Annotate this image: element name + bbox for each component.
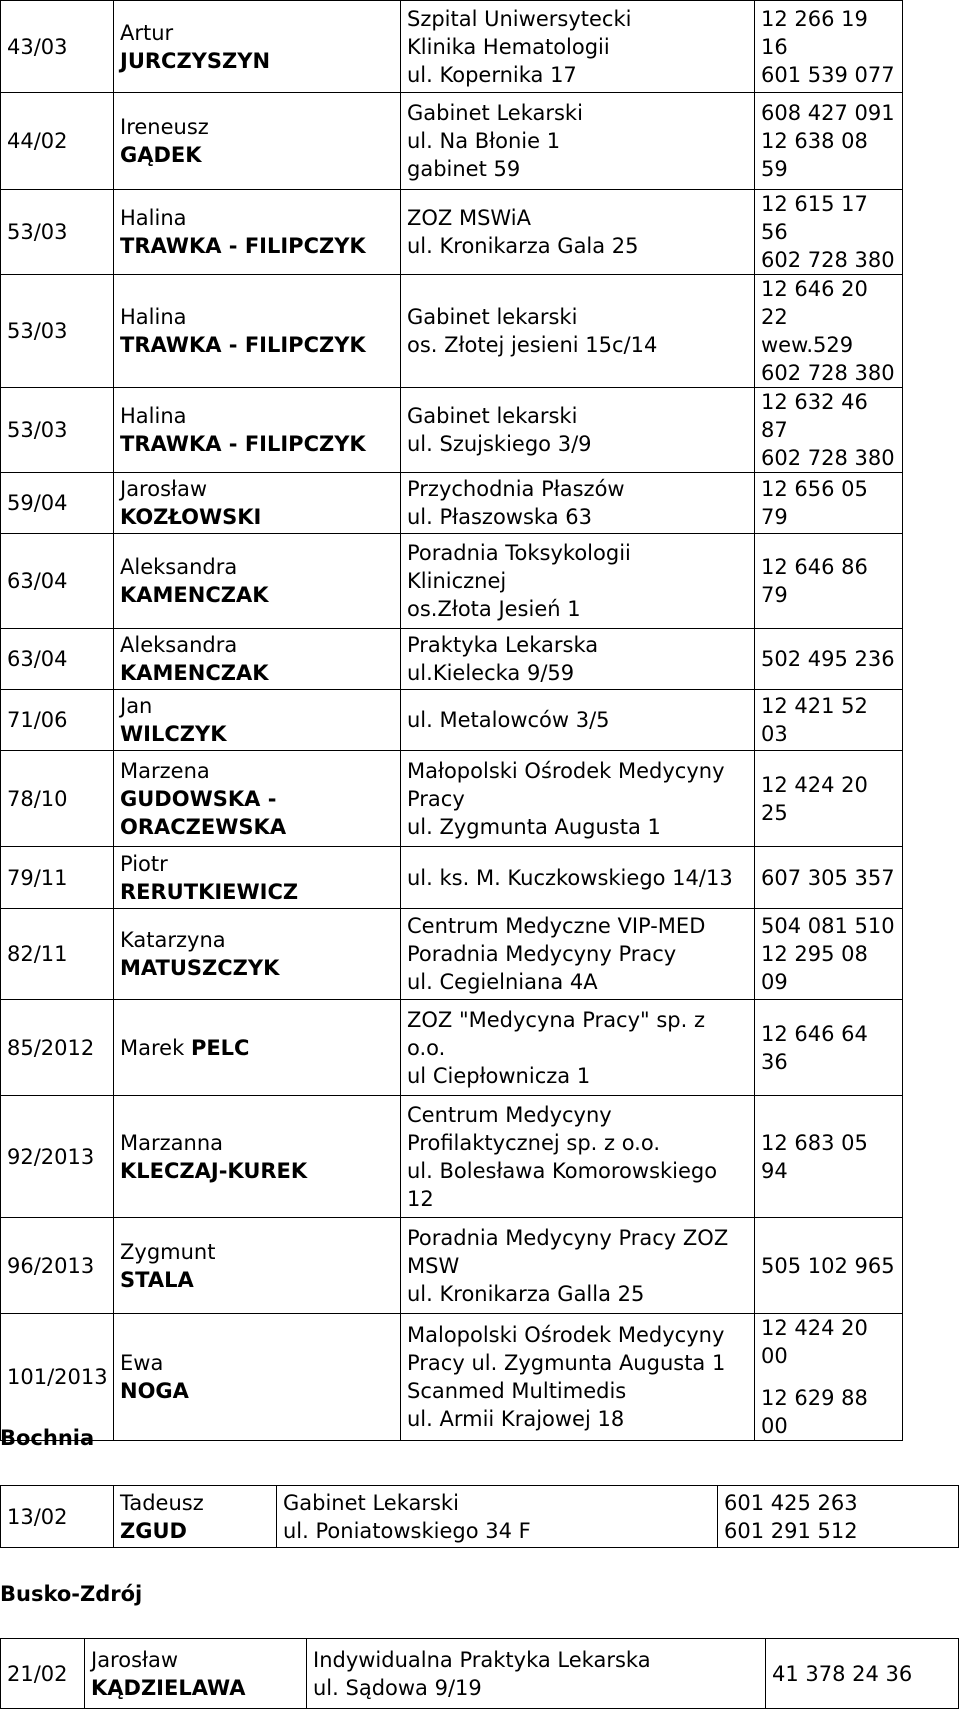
place-address — [401, 275, 755, 388]
address-line: ul.Kielecka 9/59 — [407, 661, 575, 685]
doctor-first-name: Piotr — [120, 851, 168, 876]
doctor-first-name: Artur — [120, 20, 174, 45]
phone-line: 505 102 965 — [761, 1253, 895, 1278]
table-row — [1, 1000, 903, 1096]
place-address — [277, 1486, 718, 1548]
address-line: Praktyka Lekarska — [407, 633, 599, 657]
phone-numbers — [755, 1314, 903, 1441]
address-line: Gabinet Lekarski — [407, 101, 583, 125]
phone-line: 12 646 64 36 — [761, 1021, 868, 1074]
registry-number: 13/02 — [1, 1486, 114, 1548]
phone-line: 602 728 380 — [761, 361, 895, 385]
doctor-first-name: Marzanna — [120, 1130, 224, 1155]
doctor-name — [114, 93, 401, 190]
doctor-first-name: Halina — [120, 305, 187, 329]
phone-line: 12 424 20 00 — [761, 1316, 868, 1368]
doctor-last-name: KLECZAJ-KUREK — [120, 1158, 308, 1183]
phone-line: 602 728 380 — [761, 248, 895, 272]
place-address — [401, 190, 755, 275]
busko-zdroj-table — [0, 1638, 959, 1709]
doctor-last-name: GUDOWSKA - ORACZEWSKA — [120, 786, 287, 839]
address-line: ul. Armii Krajowej 18 — [407, 1407, 625, 1431]
doctor-name — [114, 190, 401, 275]
phone-line — [761, 1370, 896, 1384]
doctor-last-name: KĄDZIELAWA — [91, 1675, 246, 1700]
registry-number: 44/02 — [1, 93, 114, 190]
phone-numbers — [755, 275, 903, 388]
address-line: Przychodnia Płaszów — [407, 477, 625, 501]
doctor-last-name: JURCZYSZYN — [120, 48, 271, 73]
table-row — [1, 847, 903, 909]
address-line: Gabinet lekarski — [407, 305, 578, 329]
doctor-first-name: Jarosław — [120, 477, 208, 501]
phone-line: 601 539 077 — [761, 62, 895, 87]
doctor-last-name: NOGA — [120, 1379, 189, 1403]
place-address — [401, 388, 755, 473]
phone-line: 608 427 091 — [761, 101, 895, 125]
doctor-first-name: Ireneusz — [120, 115, 209, 139]
phone-line: 607 305 357 — [761, 865, 895, 890]
address-line: ul. Kopernika 17 — [407, 62, 577, 87]
address-line: ul. Sądowa 9/19 — [313, 1675, 482, 1700]
phone-line: 602 728 380 — [761, 446, 895, 470]
table-row — [1, 388, 903, 473]
phone-line: 12 683 05 94 — [761, 1130, 868, 1183]
section-title-bochnia: Bochnia — [0, 1426, 95, 1450]
table-row — [1, 751, 903, 847]
phone-numbers — [755, 1000, 903, 1096]
doctor-first-name: Zygmunt — [120, 1239, 216, 1264]
table-row — [1, 1314, 903, 1441]
phone-numbers — [755, 190, 903, 275]
registry-number: 53/03 — [1, 388, 114, 473]
place-address — [401, 534, 755, 629]
doctor-first-name: Katarzyna — [120, 928, 226, 952]
doctor-name — [114, 1314, 401, 1441]
doctor-name — [114, 275, 401, 388]
phone-line: 601 291 512 — [724, 1518, 858, 1543]
table-row — [1, 534, 903, 629]
address-line: Poradnia Medycyny Pracy — [407, 942, 677, 966]
address-line: Pracy ul. Zygmunta Augusta 1 — [407, 1351, 726, 1375]
phone-numbers — [755, 1, 903, 93]
address-line: os. Złotej jesieni 15c/14 — [407, 333, 658, 357]
address-line: os.Złota Jesień 1 — [407, 597, 581, 621]
table-row — [1, 473, 903, 534]
phone-line: 12 295 08 09 — [761, 942, 868, 994]
phone-numbers — [755, 690, 903, 751]
table-row — [1, 690, 903, 751]
address-line: ul. Zygmunta Augusta 1 — [407, 814, 661, 839]
doctor-last-name: TRAWKA - FILIPCZYK — [120, 333, 366, 357]
phone-numbers — [755, 751, 903, 847]
address-line: ul. Kronikarza Gala 25 — [407, 234, 639, 258]
table-row — [1, 1096, 903, 1218]
table-row — [1, 275, 903, 388]
doctor-name — [114, 629, 401, 690]
address-line: Poradnia Toksykologii — [407, 541, 631, 565]
address-line: ul. Na Błonie 1 — [407, 129, 561, 153]
table-row — [1, 190, 903, 275]
place-address — [401, 909, 755, 1000]
place-address — [401, 629, 755, 690]
address-line: Centrum Medycyny — [407, 1102, 612, 1127]
doctor-last-name: RERUTKIEWICZ — [120, 879, 299, 904]
registry-number: 101/2013 — [1, 1314, 114, 1441]
doctor-first-name: Halina — [120, 404, 187, 428]
phone-numbers — [755, 1218, 903, 1314]
registry-number: 96/2013 — [1, 1218, 114, 1314]
registry-number: 59/04 — [1, 473, 114, 534]
address-line: Klinicznej — [407, 569, 507, 593]
registry-number: 53/03 — [1, 275, 114, 388]
address-line: Gabinet lekarski — [407, 404, 578, 428]
doctor-last-name: WILCZYK — [120, 722, 227, 746]
phone-line: 12 424 20 25 — [761, 772, 868, 825]
phone-numbers — [755, 93, 903, 190]
doctor-first-name: Marzena — [120, 758, 210, 783]
registry-number: 21/02 — [1, 1639, 85, 1709]
address-line: ul. Szujskiego 3/9 — [407, 432, 592, 456]
phone-line: 41 378 24 36 — [772, 1661, 913, 1686]
phone-numbers — [755, 534, 903, 629]
bochnia-table — [0, 1485, 959, 1548]
address-line: ul. Płaszowska 63 — [407, 505, 592, 529]
doctor-first-name: Halina — [120, 206, 187, 230]
phone-numbers — [755, 909, 903, 1000]
address-line: Pracy — [407, 786, 465, 811]
doctor-last-name: STALA — [120, 1267, 194, 1292]
registry-number: 82/11 — [1, 909, 114, 1000]
address-line: MSW — [407, 1253, 460, 1278]
phone-line: 601 425 263 — [724, 1490, 858, 1515]
place-address — [401, 1, 755, 93]
doctor-last-name: KOZŁOWSKI — [120, 505, 262, 529]
doctor-last-name: GĄDEK — [120, 143, 202, 167]
table-row — [1, 1218, 903, 1314]
doctor-name — [114, 1, 401, 93]
table-row — [1, 1639, 959, 1709]
doctor-last-name: TRAWKA - FILIPCZYK — [120, 234, 366, 258]
doctor-name — [114, 1000, 401, 1096]
place-address — [307, 1639, 766, 1709]
doctor-last-name: TRAWKA - FILIPCZYK — [120, 432, 366, 456]
doctor-last-name: ZGUD — [120, 1518, 187, 1543]
address-line: ul. Bolesława Komorowskiego — [407, 1158, 718, 1183]
place-address — [401, 1314, 755, 1441]
place-address — [401, 1218, 755, 1314]
address-line: Indywidualna Praktyka Lekarska — [313, 1647, 651, 1672]
address-line: Poradnia Medycyny Pracy ZOZ — [407, 1225, 729, 1250]
phone-line: 12 266 19 16 — [761, 6, 868, 59]
address-line: o.o. — [407, 1035, 446, 1060]
place-address — [401, 847, 755, 909]
doctor-name — [114, 847, 401, 909]
doctor-first-name: Tadeusz — [120, 1490, 204, 1515]
registry-number: 63/04 — [1, 629, 114, 690]
address-line: ul. Metalowców 3/5 — [407, 708, 610, 732]
address-line: ul. ks. M. Kuczkowskiego 14/13 — [407, 865, 733, 890]
address-line: ul. Kronikarza Galla 25 — [407, 1281, 645, 1306]
address-line: Scanmed Multimedis — [407, 1379, 627, 1403]
doctor-last-name: MATUSZCZYK — [120, 956, 280, 980]
place-address — [401, 1000, 755, 1096]
doctor-name — [114, 1096, 401, 1218]
address-line: Malopolski Ośrodek Medycyny — [407, 1323, 725, 1347]
place-address — [401, 751, 755, 847]
phone-line: 12 421 52 03 — [761, 694, 868, 746]
doctor-first-name: Marek — [120, 1035, 185, 1060]
address-line: Profilaktycznej sp. z o.o. — [407, 1130, 661, 1155]
address-line: ul. Cegielniana 4A — [407, 970, 598, 994]
phone-line: 504 081 510 — [761, 914, 895, 938]
doctor-last-name: KAMENCZAK — [120, 661, 269, 685]
table-row — [1, 629, 903, 690]
doctor-name — [114, 388, 401, 473]
address-line: ZOZ MSWiA — [407, 206, 531, 230]
registry-number: 43/03 — [1, 1, 114, 93]
table-row — [1, 93, 903, 190]
phone-line: 12 646 20 22 — [761, 277, 868, 329]
doctor-name — [114, 1218, 401, 1314]
table-row — [1, 1, 903, 93]
doctor-first-name: Jarosław — [91, 1647, 179, 1672]
address-line: Klinika Hematologii — [407, 34, 610, 59]
doctor-name — [114, 909, 401, 1000]
registry-number: 85/2012 — [1, 1000, 114, 1096]
address-line: 12 — [407, 1186, 434, 1211]
phone-numbers — [755, 1096, 903, 1218]
doctor-name — [114, 751, 401, 847]
phone-numbers — [718, 1486, 959, 1548]
address-line: ul Ciepłownicza 1 — [407, 1063, 591, 1088]
address-line: Gabinet Lekarski — [283, 1490, 459, 1515]
phone-line: 12 632 46 87 — [761, 390, 868, 442]
doctor-name — [114, 473, 401, 534]
phone-line: 12 638 08 59 — [761, 129, 868, 181]
registry-number: 53/03 — [1, 190, 114, 275]
registry-number: 71/06 — [1, 690, 114, 751]
registry-number: 78/10 — [1, 751, 114, 847]
phone-numbers — [755, 473, 903, 534]
doctor-last-name: PELC — [190, 1035, 250, 1060]
place-address — [401, 1096, 755, 1218]
address-line: gabinet 59 — [407, 157, 521, 181]
place-address — [401, 473, 755, 534]
phone-line: 502 495 236 — [761, 647, 895, 671]
doctor-first-name: Aleksandra — [120, 555, 238, 579]
doctor-last-name: KAMENCZAK — [120, 583, 269, 607]
doctor-name — [85, 1639, 307, 1709]
doctor-first-name: Aleksandra — [120, 633, 238, 657]
address-line: ZOZ "Medycyna Pracy" sp. z — [407, 1007, 706, 1032]
phone-numbers — [755, 629, 903, 690]
doctor-first-name: Jan — [120, 694, 153, 718]
phone-line: 12 646 86 79 — [761, 555, 868, 607]
phone-line: 12 629 88 00 — [761, 1386, 868, 1438]
phone-line: 12 656 05 79 — [761, 477, 868, 529]
registry-number: 63/04 — [1, 534, 114, 629]
phone-numbers — [766, 1639, 959, 1709]
doctor-name — [114, 690, 401, 751]
phone-line: 12 615 17 56 — [761, 192, 868, 244]
doctor-first-name: Ewa — [120, 1351, 164, 1375]
doctor-name — [114, 1486, 277, 1548]
address-line: Centrum Medyczne VIP-MED — [407, 914, 706, 938]
phone-numbers — [755, 847, 903, 909]
registry-number: 79/11 — [1, 847, 114, 909]
address-line: ul. Poniatowskiego 34 F — [283, 1518, 531, 1543]
place-address — [401, 93, 755, 190]
section-title-busko-zdroj: Busko-Zdrój — [0, 1582, 143, 1606]
phone-line: wew.529 — [761, 333, 854, 357]
address-line: Szpital Uniwersytecki — [407, 6, 632, 31]
table-row — [1, 909, 903, 1000]
doctor-name — [114, 534, 401, 629]
phone-numbers — [755, 388, 903, 473]
address-line: Małopolski Ośrodek Medycyny — [407, 758, 725, 783]
place-address — [401, 690, 755, 751]
registry-number: 92/2013 — [1, 1096, 114, 1218]
table-row — [1, 1486, 959, 1548]
